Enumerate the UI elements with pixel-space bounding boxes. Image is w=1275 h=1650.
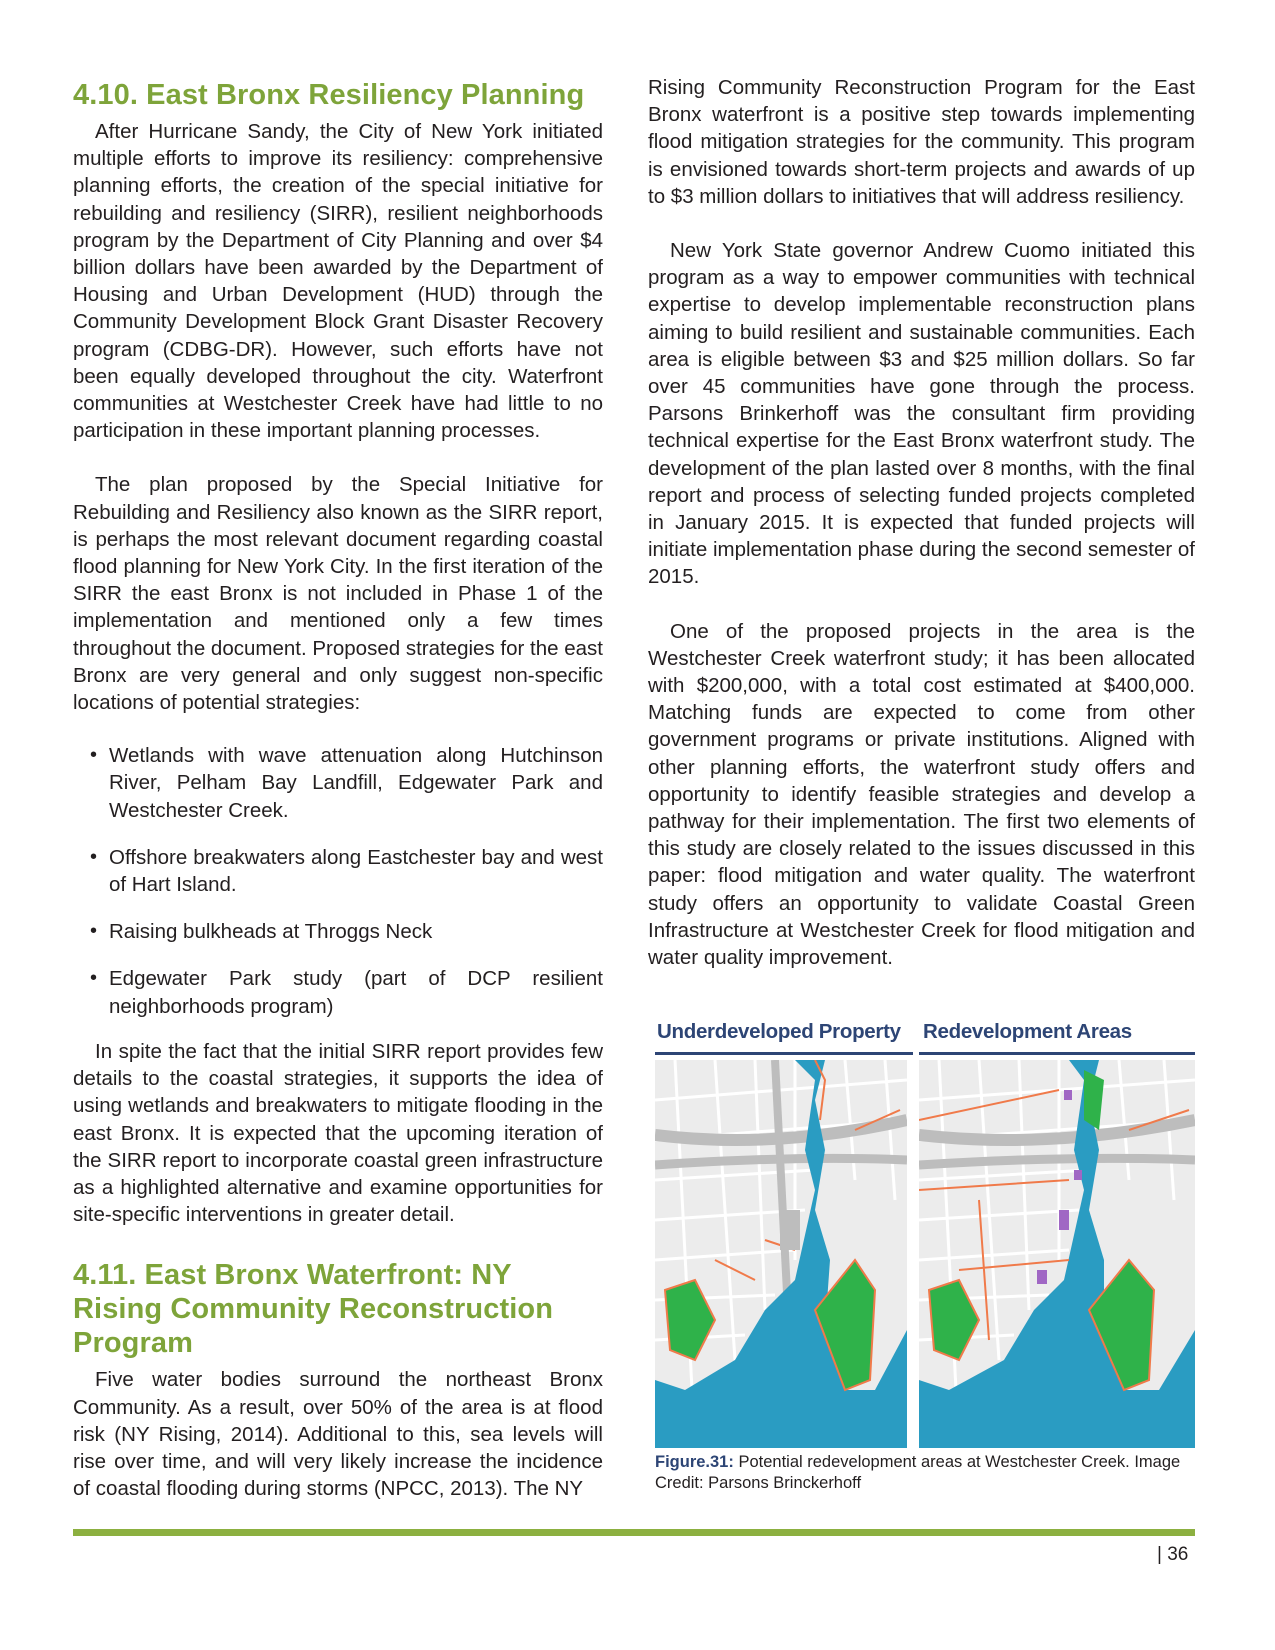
section-heading-4-11: 4.11. East Bronx Waterfront: NY Rising Community Reconstruction Program xyxy=(73,1259,554,1360)
left-column xyxy=(73,78,603,1502)
list-item-text: Wetlands with wave attenuation along Hutchinson River, Pelham Bay Landfill, Edgewater Park and Westchester Creek. xyxy=(109,744,603,822)
paragraph: New York State governor Andrew Cuomo initiated this program as a way to empower communities with technical expertise to develop implementable reconstruction plans aiming to build resilient and sustainable communities. Each area is eligible between $3 and $25 million dollars. So far over 45 communities have gone through the process. Parsons Brinkerhoff was the consultant firm providing technical expertise for the East Bronx waterfront study. The development of the plan lasted over 8 months, with the final report and process of selecting funded projects completed in January 2015. It is expected that funded projects will initiate implementation phase during the second semester of 2015. xyxy=(648,239,1195,589)
underdeveloped-property-map xyxy=(655,1060,907,1448)
section-heading-4-10: 4.10. East Bronx Resiliency Planning xyxy=(73,79,585,111)
list-item-text: Raising bulkheads at Throggs Neck xyxy=(109,920,433,944)
right-column xyxy=(648,74,1195,971)
paragraph: Five water bodies surround the northeast Bronx Community. As a result, over 50% of the area is at flood risk (NY Rising, 2014). Additional to this, sea levels will rise over time, and will very likely increase the incidence of coastal flooding during storms (NPCC, 2013). The NY xyxy=(73,1368,603,1501)
strategy-list xyxy=(73,742,603,1020)
paragraph: After Hurricane Sandy, the City of New York initiated multiple efforts to improve its resiliency: comprehensive planning efforts, the creation of the special initiative for rebuilding and resiliency (SIRR), resilient neighborhoods program by the Department of City Planning and over $4 billion dollars have been awarded by the Department of Housing and Urban Development (HUD) through the Community Development Block Grant Disaster Recovery program (CDBG-DR). However, such efforts have not been equally developed throughout the city. Waterfront communities at Westchester Creek have had little to no participation in these important planning processes. xyxy=(73,120,603,443)
map-title-underdeveloped: Underdeveloped Property xyxy=(657,1020,901,1043)
list-item xyxy=(73,742,603,824)
title-underline xyxy=(919,1052,1195,1055)
list-item xyxy=(73,918,603,945)
list-item-text: Edgewater Park study (part of DCP resilient neighborhoods program) xyxy=(109,967,603,1018)
caption-text: Potential redevelopment areas at Westchester Creek. Image Credit: Parsons Brinckerhoff xyxy=(655,1453,1181,1492)
figure-caption xyxy=(655,1452,1195,1494)
page-number: | 36 xyxy=(1157,1544,1189,1565)
map-title-redevelopment: Redevelopment Areas xyxy=(923,1020,1132,1043)
bullet-icon: • xyxy=(90,744,98,767)
paragraph: In spite the fact that the initial SIRR report provides few details to the coastal strategies, it supports the idea of using wetlands and breakwaters to mitigate flooding in the east Bronx. It is expected that the upcoming iteration of the SIRR report to incorporate coastal green infrastructure as a highlighted alternative and examine opportunities for site-specific interventions in greater detail. xyxy=(73,1039,603,1227)
paragraph: One of the proposed projects in the area is the Westchester Creek waterfront study; it has been allocated with $200,000, with a total cost estimated at $400,000. Matching funds are expected to come from other government programs or private institutions. Aligned with other planning efforts, the waterfront study offers and opportunity to identify feasible strategies and develop a pathway for their implementation. The first two elements of this study are closely related to the issues discussed in this paper: flood mitigation and water quality. The waterfront study offers an opportunity to validate Coastal Green Infrastructure at Westchester Creek for flood mitigation and water quality improvement. xyxy=(648,619,1195,970)
bullet-icon: • xyxy=(90,920,98,943)
bullet-icon: • xyxy=(90,967,98,990)
caption-label: Figure.31: xyxy=(655,1453,734,1471)
paragraph-continued: Rising Community Reconstruction Program for the East Bronx waterfront is a positive step towards implementing flood mitigation strategies for the community. This program is envisioned towards short-term projects and awards of up to $3 million dollars to initiatives that will address resiliency. xyxy=(648,76,1195,208)
list-item xyxy=(73,844,603,898)
footer-rule xyxy=(73,1529,1195,1536)
list-item xyxy=(73,965,603,1019)
paragraph: The plan proposed by the Special Initiative for Rebuilding and Resiliency also known as the SIRR report, is perhaps the most relevant document regarding coastal flood planning for New York City. In the first iteration of the SIRR the east Bronx is not included in Phase 1 of the implementation and mentioned only a few times throughout the document. Proposed strategies for the east Bronx are very general and only suggest non-specific locations of potential strategies: xyxy=(73,473,603,715)
list-item-text: Offshore breakwaters along Eastchester bay and west of Hart Island. xyxy=(109,845,603,897)
redevelopment-areas-map xyxy=(919,1060,1195,1448)
title-underline xyxy=(655,1052,913,1055)
bullet-icon: • xyxy=(90,845,98,868)
